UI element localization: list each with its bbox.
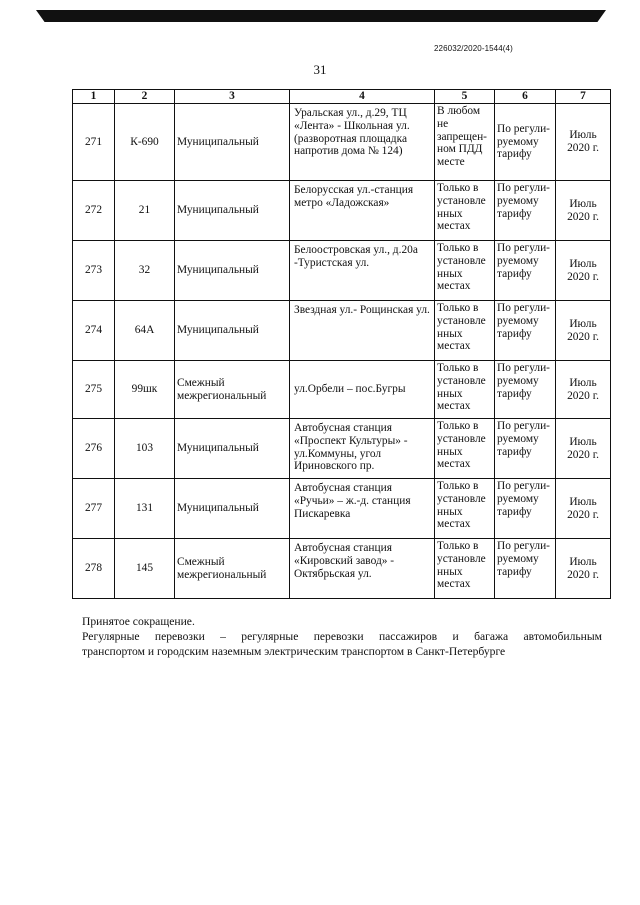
route-path: Белорусская ул.-станция метро «Ладожская» [290, 181, 435, 241]
top-scan-bar [36, 10, 606, 22]
tariff: По регули-руемому тарифу [495, 479, 556, 539]
row-number: 277 [73, 479, 115, 539]
row-number: 274 [73, 301, 115, 361]
tariff: По регули-руемому тарифу [495, 301, 556, 361]
note-title: Принятое сокращение. [82, 615, 195, 628]
stop-order: Только в установле нных местах [435, 241, 495, 301]
route-number: 145 [115, 539, 175, 599]
route-type: Муниципальный [175, 419, 290, 479]
table-row [73, 479, 611, 539]
abbreviation-note [82, 614, 602, 659]
route-number: 131 [115, 479, 175, 539]
tariff: По регули-руемому тарифу [495, 419, 556, 479]
stop-order: Только в установле нных местах [435, 539, 495, 599]
column-header: 4 [290, 90, 435, 104]
route-type: Муниципальный [175, 301, 290, 361]
table-row [73, 181, 611, 241]
table-row [73, 539, 611, 599]
start-date: Июль 2020 г. [556, 104, 611, 181]
column-header: 2 [115, 90, 175, 104]
start-date: Июль 2020 г. [556, 361, 611, 419]
table-row [73, 241, 611, 301]
tariff: По регули-руемому тарифу [495, 181, 556, 241]
route-path: Уральская ул., д.29, ТЦ «Лента» - Школьная ул. (разворотная площадка напротив дома № 124) [290, 104, 435, 181]
row-number: 272 [73, 181, 115, 241]
document-number: 226032/2020-1544(4) [434, 44, 513, 53]
start-date: Июль 2020 г. [556, 539, 611, 599]
column-header: 7 [556, 90, 611, 104]
start-date: Июль 2020 г. [556, 241, 611, 301]
start-date: Июль 2020 г. [556, 419, 611, 479]
route-number: 21 [115, 181, 175, 241]
tariff: По регули-руемому тарифу [495, 241, 556, 301]
table-row [73, 361, 611, 419]
tariff: По регули-руемому тарифу [495, 361, 556, 419]
route-type: Муниципальный [175, 104, 290, 181]
column-header: 6 [495, 90, 556, 104]
row-number: 275 [73, 361, 115, 419]
row-number: 276 [73, 419, 115, 479]
start-date: Июль 2020 г. [556, 181, 611, 241]
start-date: Июль 2020 г. [556, 301, 611, 361]
page-number: 31 [313, 62, 327, 77]
stop-order: Только в установле нных местах [435, 479, 495, 539]
route-path: ул.Орбели – пос.Бугры [290, 361, 435, 419]
row-number: 273 [73, 241, 115, 301]
route-number: 32 [115, 241, 175, 301]
stop-order: Только в установле нных местах [435, 181, 495, 241]
route-type: Смежный межрегиональный [175, 361, 290, 419]
route-type: Смежный межрегиональный [175, 539, 290, 599]
route-path: Автобусная станция «Кировский завод» - Октябрьская ул. [290, 539, 435, 599]
stop-order: Только в установле нных местах [435, 361, 495, 419]
table-row [73, 301, 611, 361]
route-path: Автобусная станция «Проспект Культуры» - ул.Коммуны, угол Ириновского пр. [290, 419, 435, 479]
route-number: К-690 [115, 104, 175, 181]
route-type: Муниципальный [175, 479, 290, 539]
row-number: 278 [73, 539, 115, 599]
stop-order: В любом не запрещен-ном ПДД месте [435, 104, 495, 181]
table-header-row [73, 90, 611, 104]
route-path: Белоостровская ул., д.20а -Туристская ул. [290, 241, 435, 301]
column-header: 1 [73, 90, 115, 104]
tariff: По регули-руемому тарифу [495, 539, 556, 599]
column-header: 5 [435, 90, 495, 104]
route-number: 64А [115, 301, 175, 361]
route-path: Звездная ул.- Рощинская ул. [290, 301, 435, 361]
route-number: 103 [115, 419, 175, 479]
routes-table [72, 89, 611, 599]
route-type: Муниципальный [175, 181, 290, 241]
column-header: 3 [175, 90, 290, 104]
start-date: Июль 2020 г. [556, 479, 611, 539]
tariff: По регули-руемому тарифу [495, 104, 556, 181]
route-type: Муниципальный [175, 241, 290, 301]
route-path: Автобусная станция «Ручьи» – ж.-д. станция Пискаревка [290, 479, 435, 539]
row-number: 271 [73, 104, 115, 181]
stop-order: Только в установле нных местах [435, 419, 495, 479]
note-text-line: транспортом и городским наземным электрическим транспортом в Санкт-Петербурге [82, 645, 506, 658]
stop-order: Только в установле нных местах [435, 301, 495, 361]
table-row [73, 419, 611, 479]
note-text-line: Регулярные перевозки – регулярные перевозки пассажиров и багажа автомобильным [82, 630, 602, 643]
table-row [73, 104, 611, 181]
route-number: 99шк [115, 361, 175, 419]
